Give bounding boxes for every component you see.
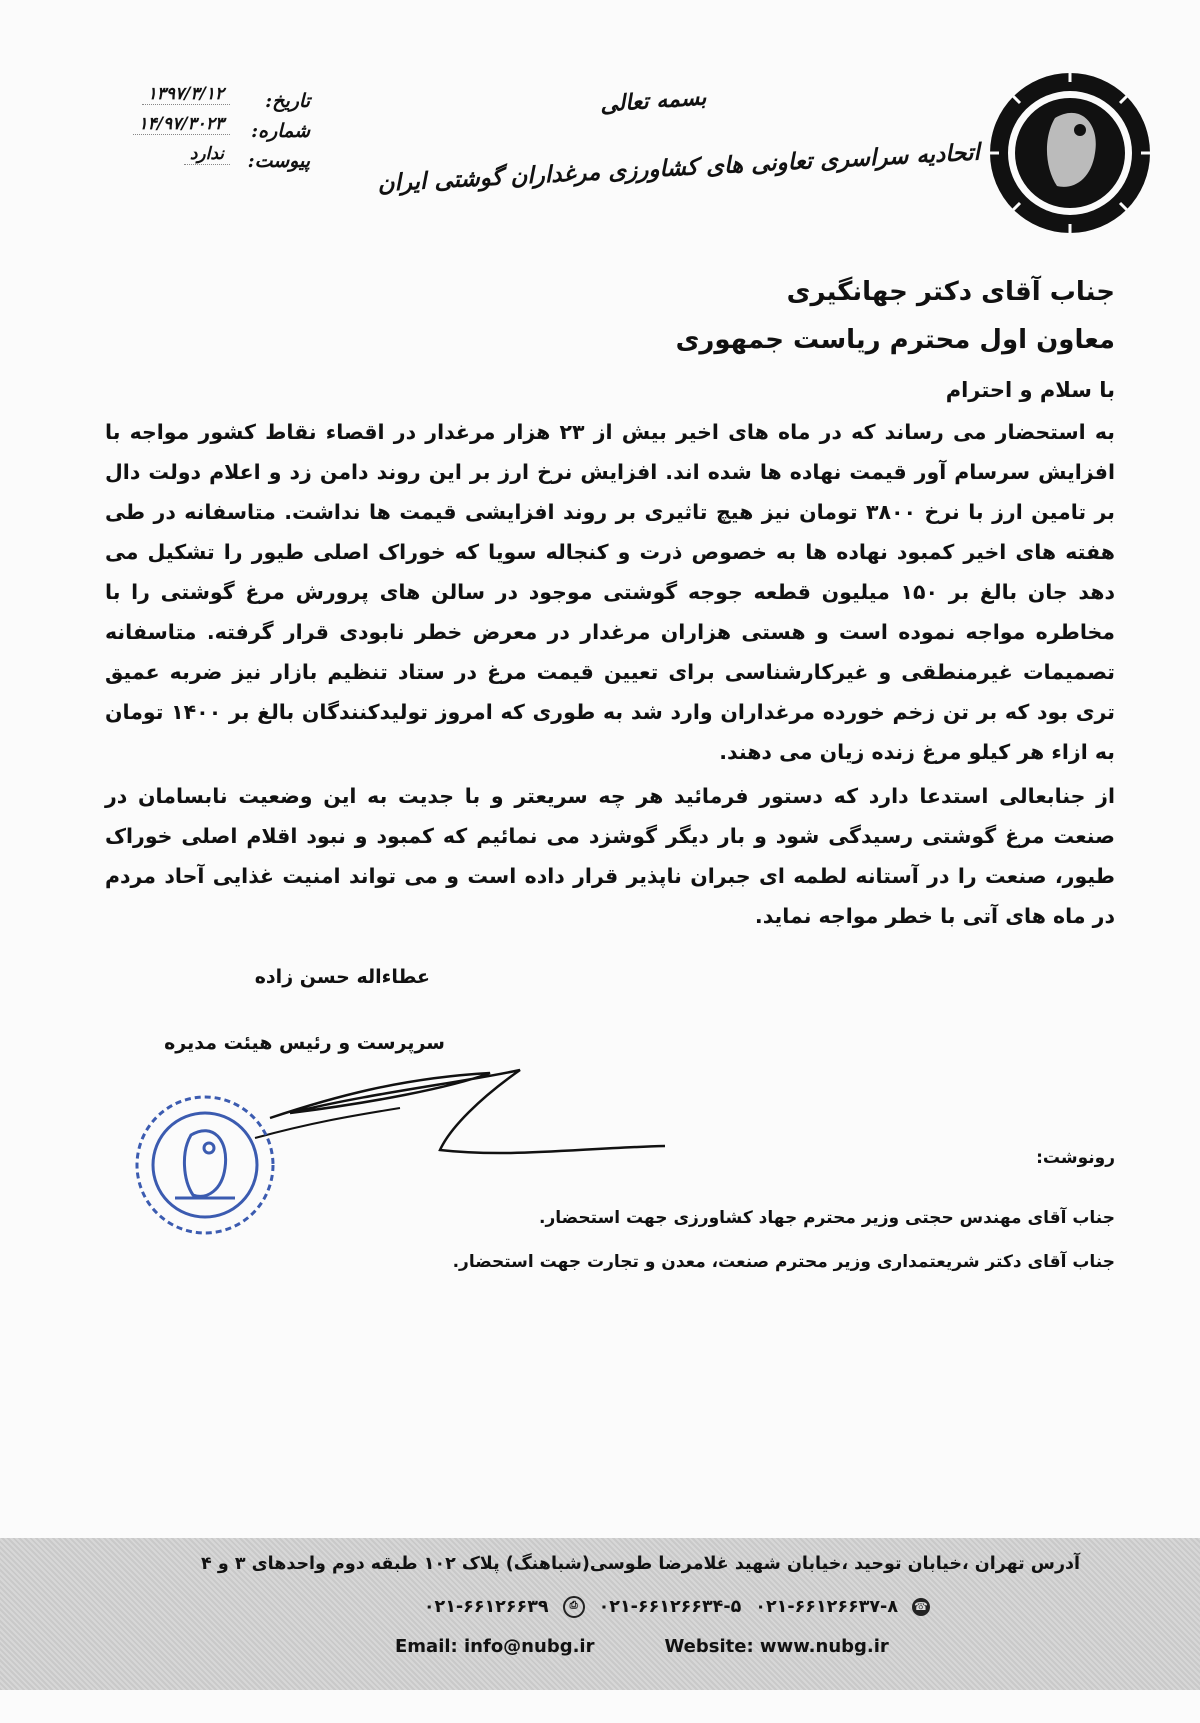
footer-address: آدرس تهران ،خیابان توحید ،خیابان شهید غلامرضا طوسی(شباهنگ) پلاک ۱۰۲ طبقه دوم واحدهای ۳ و ۴ [201,1554,1080,1574]
basmala-heading: بسمه تعالی [599,84,708,118]
phone-number: ۰۲۱-۶۶۱۲۶۶۳۴-۵ [598,1597,742,1617]
cc-item: جناب آقای مهندس حجتی وزیر محترم جهاد کشاورزی جهت استحضار. [539,1208,1115,1228]
cc-item: جناب آقای دکتر شریعتمداری وزیر محترم صنعت، معدن و تجارت جهت استحضار. [452,1252,1115,1272]
phone-icon: ☎ [912,1598,930,1616]
fax-number: ۰۲۱-۶۶۱۲۶۶۳۹ [423,1597,549,1617]
organization-name: اتحادیه سراسری تعاونی های کشاورزی مرغداران گوشتی ایران [376,138,981,198]
addressee-name: جناب آقای دکتر جهانگیری [786,277,1115,307]
addressee-title: معاون اول محترم ریاست جمهوری [675,325,1115,355]
handwritten-signature-icon [250,1058,670,1168]
letter-meta [90,84,310,180]
signer-name: عطاءاله حسن زاده [254,966,430,988]
attachment-value: ندارد [184,144,230,165]
fax-icon: ⎙ [563,1596,585,1618]
meta-attachment: پیوست: ندارد [90,150,310,180]
signer-title: سرپرست و رئیس هیئت مدیره [164,1032,445,1054]
cc-label: رونوشت: [1036,1148,1115,1168]
footer-phones [424,1596,930,1618]
footer-web [395,1636,889,1657]
meta-number: شماره: ۱۴/۹۷/۳۰۲۳ [90,120,310,150]
official-stamp-icon [125,1090,285,1240]
body-paragraph-1: به استحضار می رساند که در ماه های اخیر بیش از ۲۳ هزار مرغدار در اقصاء نقاط کشور مواجه با افزایش سرسام آور قیمت نهاده ها شده اند. افزایش نرخ ارز بر این روند دامن زد و اعلام دولت دال بر تامین ارز با نرخ ۳۸۰۰ تومان نیز هیچ تاثیری بر روند افزایشی قیمت ها نداشت. متاسفانه در طی هفته های اخیر کمبود نهاده ها به خصوص ذرت و کنجاله سویا که خوراک اصلی طیور را تشکیل می دهد جان بالغ بر ۱۵۰ میلیون قطعه جوجه گوشتی موجود در سالن های پرورش مرغ گوشتی را با مخاطره مواجه نموده است و هستی هزاران مرغدار در معرض خطر نابودی قرار گرفته. متاسفانه تصمیمات غیرمنطقی و غیرکارشناسی برای تعیین قیمت مرغ در ستاد تنظیم بازار نیز ضربه عمیق تری بود که بر تن زخم خورده مرغداران وارد شد به طوری که امروز تولیدکنندگان بالغ بر ۱۴۰۰ تومان به ازاء هر کیلو مرغ زنده زیان می دهند. [105,420,1116,764]
phone-number: ۰۲۱-۶۶۱۲۶۶۳۷-۸ [755,1597,898,1617]
body-paragraph-2: از جنابعالی استدعا دارد که دستور فرمائید هر چه سریعتر و با جدیت به این وضعیت نابسامان در صنعت مرغ گوشتی رسیدگی شود و بار دیگر گوشزد می نمائیم که کمبود و نبود اقلام اصلی خوراک طیور، صنعت را در آستانه لطمه ای جبران ناپذیر قرار داده است و می تواند امنیت غذایی آحاد مردم در ماه های آتی با خطر مواجه نماید. [105,784,1115,928]
footer-website: Website: www.nubg.ir [664,1636,889,1657]
union-logo-icon [985,68,1155,238]
date-value: ۱۳۹۷/۳/۱۲ [142,84,230,105]
footer-email: Email: info@nubg.ir [395,1636,595,1657]
addressee [676,268,1115,364]
letterhead-footer [0,1538,1200,1690]
meta-date: تاریخ: ۱۳۹۷/۳/۱۲ [90,90,310,120]
number-value: ۱۴/۹۷/۳۰۲۳ [133,114,230,135]
salutation: با سلام و احترام [945,378,1115,402]
